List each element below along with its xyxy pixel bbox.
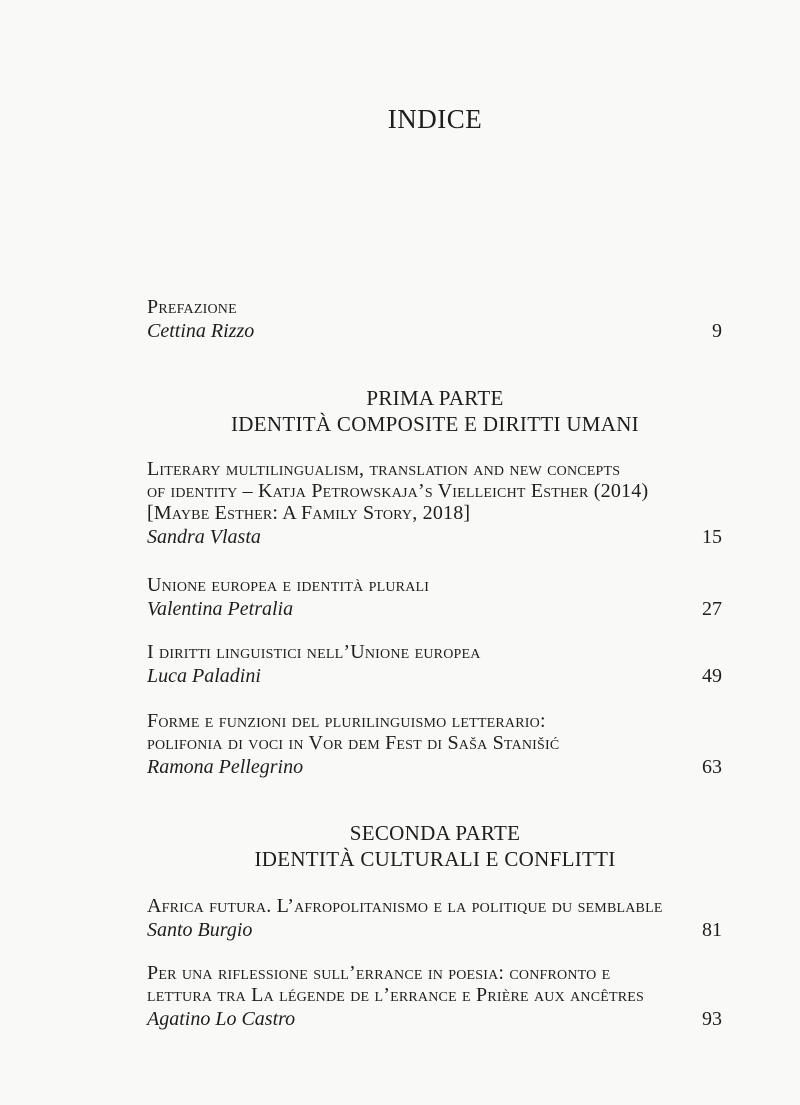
- entry-title-line: [Maybe Esther: A Family Story, 2018]: [147, 502, 471, 524]
- entry-page-number: 63: [702, 756, 722, 778]
- entry-title: [147, 641, 722, 663]
- entry-title-line: Africa futura. L’afropolitanismo e la politique du semblable: [147, 895, 663, 917]
- entry-author: Agatino Lo Castro: [147, 1008, 296, 1030]
- entry-page-number: 27: [702, 598, 722, 620]
- part-heading: [0, 820, 800, 872]
- toc-entry[interactable]: [147, 710, 722, 780]
- entry-title-line: of identity – Katja Petrowskaja’s Vielleicht Esther (2014): [147, 480, 649, 502]
- entry-title: [147, 710, 722, 754]
- entry-title-line: Per una riflessione sull’errance in poesia: confronto e: [147, 962, 611, 984]
- entry-author: Sandra Vlasta: [147, 526, 261, 548]
- entry-author: Valentina Petralia: [147, 598, 294, 620]
- toc-entry[interactable]: [147, 641, 722, 689]
- entry-author: Santo Burgio: [147, 919, 253, 941]
- entry-author: Luca Paladini: [147, 665, 261, 687]
- part-heading: [0, 385, 800, 437]
- entry-title: [147, 895, 722, 917]
- entry-author: Ramona Pellegrino: [147, 756, 304, 778]
- entry-page-number: 9: [712, 320, 722, 342]
- part-title: IDENTITÀ COMPOSITE E DIRITTI UMANI: [231, 412, 639, 436]
- toc-entry[interactable]: [147, 458, 722, 550]
- entry-title-line: polifonia di voci in Vor dem Fest di Saša Stanišić: [147, 732, 560, 754]
- entry-title-line: Forme e funzioni del plurilinguismo letterario:: [147, 710, 546, 732]
- entry-author: Cettina Rizzo: [147, 320, 255, 342]
- entry-title-line: I diritti linguistici nell’Unione europea: [147, 641, 481, 663]
- toc-entry[interactable]: [147, 296, 722, 344]
- entry-page-number: 15: [702, 526, 722, 548]
- toc-entry[interactable]: [147, 574, 722, 622]
- part-label: PRIMA PARTE: [366, 386, 504, 410]
- entry-title-line: Prefazione: [147, 296, 237, 318]
- entry-page-number: 81: [702, 919, 722, 941]
- entry-page-number: 93: [702, 1008, 722, 1030]
- entry-title: [147, 458, 722, 524]
- part-title: IDENTITÀ CULTURALI E CONFLITTI: [254, 847, 616, 871]
- index-heading: INDICE: [387, 104, 483, 134]
- entry-title-line: Literary multilingualism, translation and new concepts: [147, 458, 621, 480]
- entry-title: [147, 574, 722, 596]
- toc-entry[interactable]: [147, 962, 722, 1032]
- entry-title-line: lettura tra La légende de l’errance e Prière aux ancêtres: [147, 984, 645, 1006]
- entry-title: [147, 296, 722, 318]
- part-label: SECONDA PARTE: [349, 821, 521, 845]
- entry-title-line: Unione europea e identità plurali: [147, 574, 430, 596]
- entry-page-number: 49: [702, 665, 722, 687]
- toc-entry[interactable]: [147, 895, 722, 943]
- entry-title: [147, 962, 722, 1006]
